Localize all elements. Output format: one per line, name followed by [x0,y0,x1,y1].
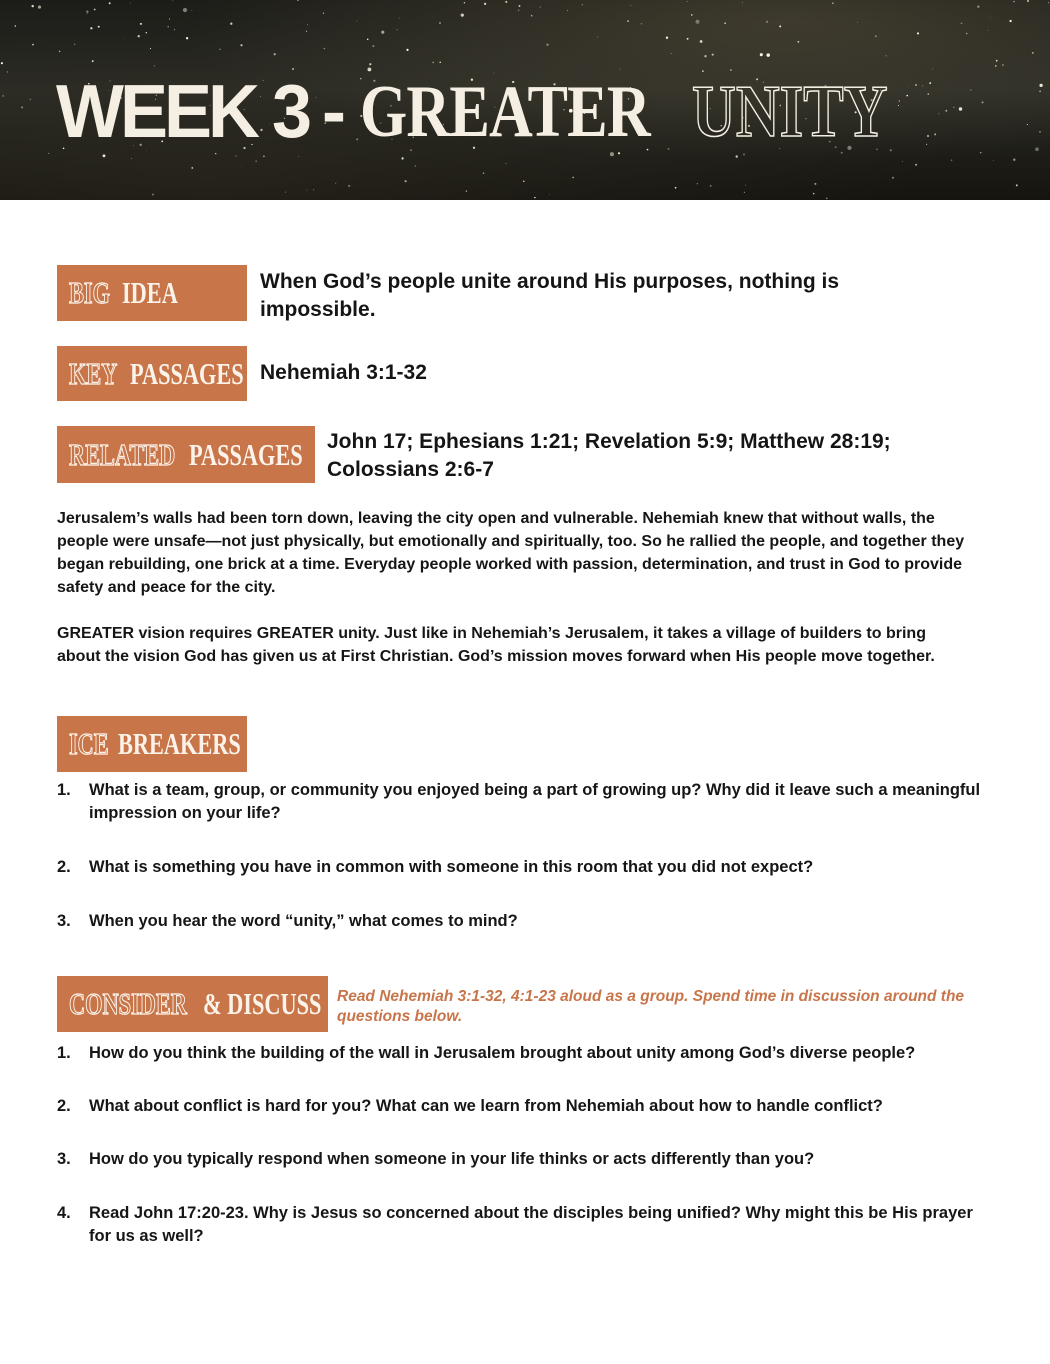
list-item [57,1148,997,1171]
star [970,89,971,90]
star [959,107,962,110]
big-idea-tag-outline: BIG [69,275,110,310]
consider-discuss-note: Read Nehemiah 3:1-32, 4:1-23 aloud as a group. Spend time in discussion around the questions below. [337,988,965,1025]
star [1039,84,1042,87]
list-item-text: What is a team, group, or community you enjoyed being a part of growing up? Why did it leave such a meaningful impression on your life? [89,781,981,822]
star [582,4,583,5]
title-greater: GREATER [360,71,650,153]
star [675,187,677,189]
related-passages-tag-outline: RELATED [69,436,176,472]
star [94,9,96,11]
star [915,164,917,166]
star [630,5,631,6]
star [766,21,768,23]
star [306,31,307,32]
list-item [57,1095,997,1118]
star [274,53,276,55]
list-item [57,1202,997,1248]
star [461,13,464,16]
star [191,167,193,169]
star [695,20,699,24]
star [712,54,714,56]
star [1027,0,1029,2]
star [30,99,32,101]
star [307,24,308,25]
star [691,14,693,16]
star [399,18,400,19]
title-unity: UNITY [691,71,888,153]
star [369,63,371,65]
star [439,22,441,24]
list-item-text: How do you typically respond when someone in your life thinks or acts differently than you? [89,1150,815,1168]
list-item-number: 1. [57,1044,71,1062]
star [131,158,132,159]
star [567,10,568,11]
star [745,185,746,186]
star [298,156,299,157]
star [356,21,357,22]
star [966,33,968,35]
star [996,60,998,62]
page-title [56,70,930,154]
star [549,194,550,195]
star [666,36,668,38]
star [519,5,521,7]
ice-breaker-questions [57,779,997,933]
star [700,40,703,43]
list-item [57,779,997,825]
star [892,177,894,179]
star [813,193,814,194]
list-item-number: 3. [57,1150,71,1168]
ice-breakers-tag [57,716,247,772]
star [483,172,485,174]
list-item-text: When you hear the word “unity,” what comes to mind? [89,912,518,930]
star [464,2,465,3]
star [687,1,688,2]
key-passages-tag [57,346,247,401]
star [934,133,936,135]
star [367,38,369,40]
star [38,6,41,9]
star [169,18,170,19]
star [993,160,994,161]
consider-discuss-tag [57,976,328,1032]
list-item-number: 4. [57,1204,71,1222]
related-passages-tag [57,426,315,483]
list-item-number: 3. [57,912,71,930]
star [59,51,61,53]
list-item-number: 2. [57,858,71,876]
star [140,23,142,25]
star [48,153,49,154]
key-passages-text: Nehemiah 3:1-32 [260,361,427,384]
intro-paragraph-2: GREATER vision requires GREATER unity. Just like in Nehemiah’s Jerusalem, it takes a village of builders to bring about the vision God has given us at First Christian. God’s mission moves forward when His people move together. [57,625,935,665]
star [172,0,173,1]
star [466,190,467,191]
star [306,190,307,191]
star [397,29,398,30]
star [797,41,799,43]
intro-paragraph-1: Jerusalem’s walls had been torn down, leaving the city open and vulnerable. Nehemiah knew that without walls, the people were unsafe—not just physically, but emotionally and spiritually, too. So he rallied the people, and together they began rebuilding, one brick at a time. Everyday people worked with passion, determination, and trust in God to provide safety and peace for the city. [57,510,965,596]
star [982,101,984,103]
star [109,2,111,4]
star [641,23,642,24]
star [832,3,833,4]
star [31,5,33,7]
star [938,113,939,114]
star [990,18,991,19]
star [736,155,738,157]
star [1009,20,1011,22]
header-banner [0,0,1050,200]
star [980,152,982,154]
list-item-text: What is something you have in common with someone in this room that you did not expect? [89,858,814,876]
star [534,197,535,198]
star [86,11,88,13]
star [857,22,858,23]
ice-breakers-tag-outline: ICE [69,726,109,761]
star [219,49,220,50]
star [1048,2,1049,3]
star [687,38,689,40]
star [704,55,706,57]
star [671,53,672,54]
key-passages-tag-outline: KEY [69,355,118,391]
star [174,29,175,30]
star [1032,52,1034,54]
star [506,163,507,164]
star [886,55,887,56]
list-item-number: 2. [57,1097,71,1115]
star [988,30,989,31]
star [742,2,743,3]
star [152,193,154,195]
star [15,25,16,27]
star [995,65,997,67]
star [90,27,92,29]
star [710,185,712,187]
star [1013,1,1015,3]
star [32,44,34,46]
star [21,106,23,108]
star [1016,184,1018,186]
star [335,183,336,184]
star [951,159,952,160]
ice-breakers-tag-solid: BREAKERS [118,726,241,761]
star [760,53,763,56]
star [917,32,919,34]
star [953,107,954,108]
star [505,1,507,3]
consider-discuss-tag-solid: & DISCUSS [202,986,322,1021]
star [1,62,3,64]
star [1039,90,1041,92]
star [86,13,87,14]
star [372,45,374,47]
star [2,95,4,97]
list-item-number: 1. [57,781,71,799]
star [1013,159,1015,161]
star [1035,147,1039,151]
star [439,61,441,63]
star [183,8,187,12]
star [146,32,147,33]
star [1027,124,1028,125]
star [7,71,8,72]
big-idea-tag-solid: IDEA [121,275,178,310]
star [285,192,286,193]
star [124,38,125,39]
star [297,0,299,1]
star [323,13,324,14]
star [875,35,877,37]
star [406,49,408,51]
star [932,68,933,69]
list-item [57,1042,997,1065]
star [240,44,242,46]
star [945,110,947,112]
star [1002,64,1004,66]
star [323,48,325,50]
list-item-text: How do you think the building of the wall in Jerusalem brought about unity among God’s diverse people? [89,1044,916,1062]
list-item-text: Read John 17:20-23. Why is Jesus so concerned about the disciples being unified? Why might this be His prayer for us as well? [89,1204,973,1245]
star [814,183,816,185]
title-week: WEEK 3 [56,70,309,154]
star [74,44,76,46]
star [826,198,827,199]
star [977,6,979,8]
star [186,37,188,39]
list-item [57,856,997,879]
star [697,183,698,184]
star [230,23,232,25]
star [518,10,519,11]
list-item [57,910,997,933]
star [766,53,769,56]
star [401,158,403,160]
discussion-questions [57,1042,997,1248]
star [484,3,486,5]
consider-discuss-tag-outline: CONSIDER [69,986,187,1021]
star [150,48,151,49]
star [572,177,573,178]
big-idea-text: When God’s people unite around His purposes, nothing is impossible. [260,270,840,321]
star [627,20,629,22]
star [531,15,533,17]
big-idea-tag [57,265,247,321]
star [546,44,548,46]
related-passages-text: John 17; Ephesians 1:21; Revelation 5:9; Matthew 28:19; Colossians 2:6-7 [327,430,891,481]
star [1039,131,1041,133]
star [167,26,169,28]
star [744,192,745,193]
star [130,3,131,4]
list-item-text: What about conflict is hard for you? What can we learn from Nehemiah about how to handle conflict? [89,1097,883,1115]
star [154,65,155,66]
star [405,180,407,182]
star [724,23,725,24]
star [98,26,100,28]
key-passages-tag-solid: PASSAGES [130,355,244,391]
star [540,7,541,8]
related-passages-tag-solid: PASSAGES [188,436,303,472]
star [263,155,265,157]
star [138,35,140,37]
star [313,189,314,190]
star [191,10,192,11]
star [779,25,781,27]
star [432,62,433,63]
star [415,165,416,166]
star [92,60,94,62]
star [236,156,237,157]
star [902,161,903,162]
star [961,22,963,24]
star [523,181,524,182]
star [381,31,384,34]
star [348,185,350,187]
star [255,160,256,161]
star [597,37,598,38]
title-dash: - [322,72,347,152]
star [241,166,242,167]
